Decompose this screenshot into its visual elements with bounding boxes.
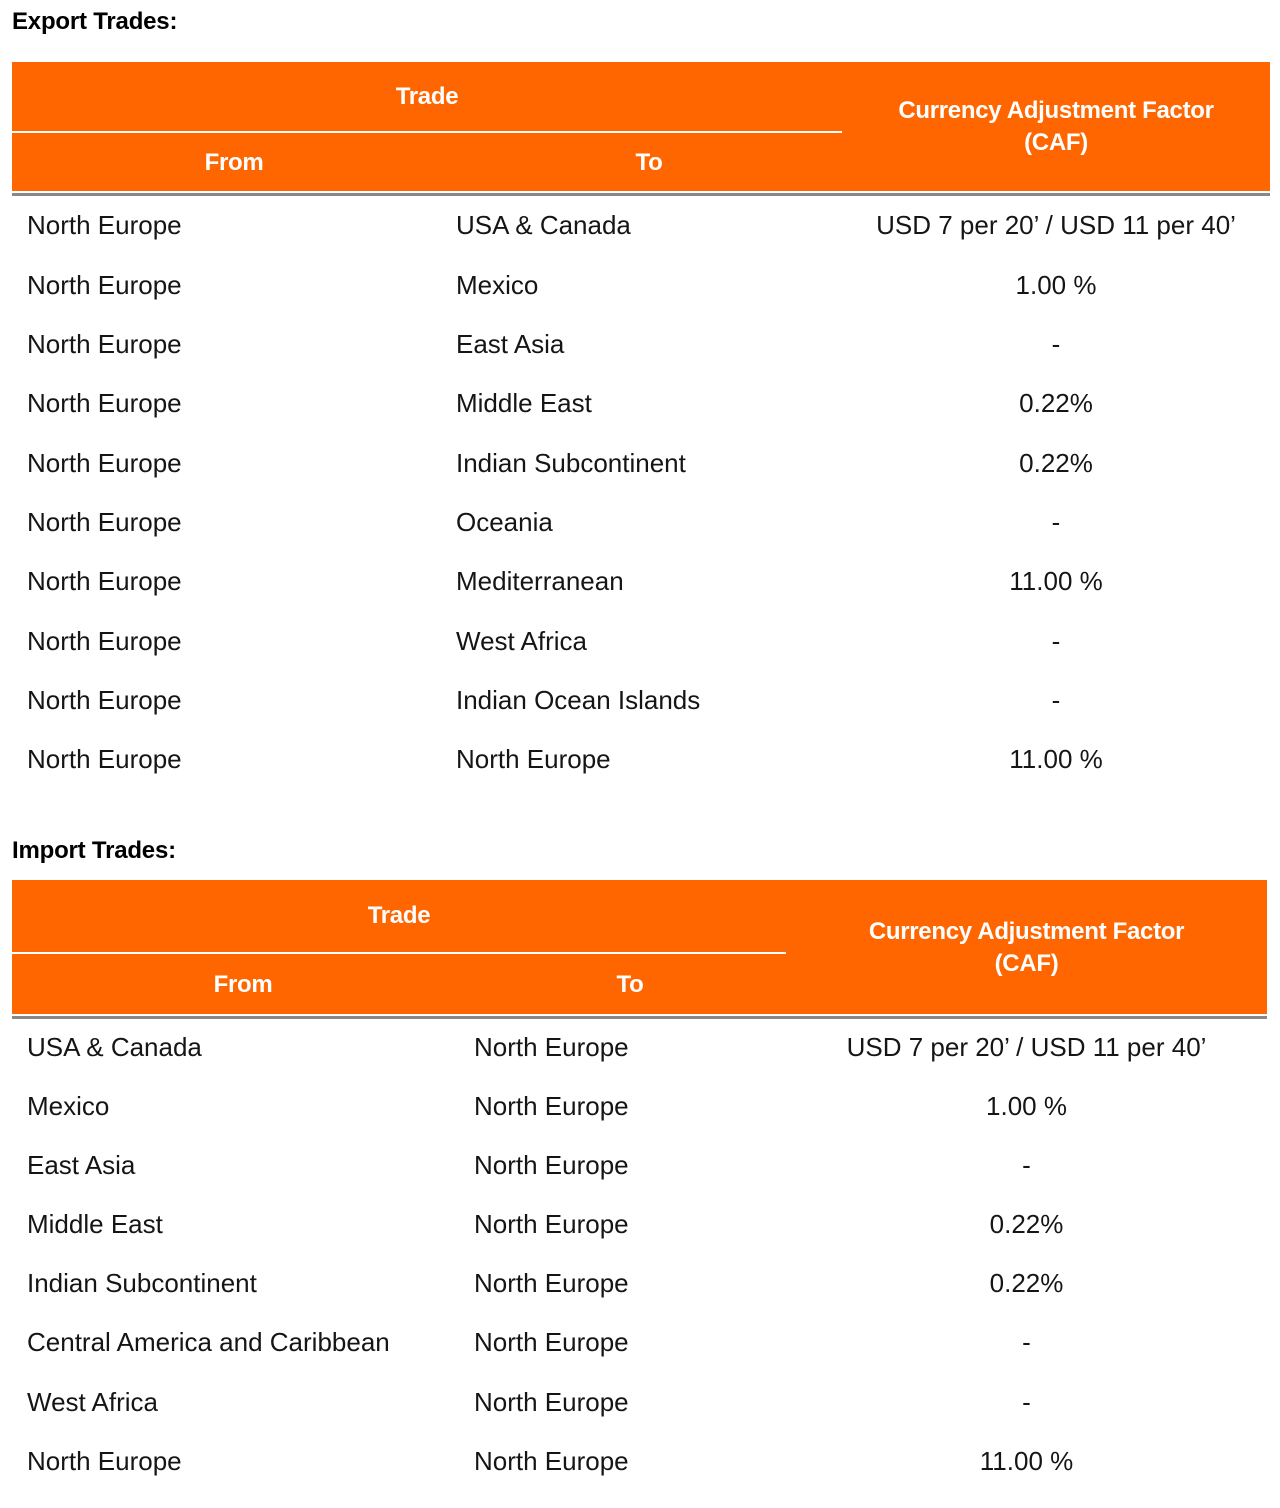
table-row	[12, 611, 1270, 671]
caf-cell: 0.22%	[1019, 447, 1093, 478]
caf-cell: -	[1022, 1327, 1031, 1357]
caf-header-line1: Currency Adjustment Factor	[868, 917, 1185, 945]
from-cell: Central America and Caribbean	[27, 1327, 390, 1357]
to-cell: Middle East	[456, 388, 592, 418]
caf-header-line1: Currency Adjustment Factor	[898, 97, 1214, 125]
from-cell: USA & Canada	[27, 1032, 202, 1063]
caf-cell: 1.00 %	[986, 1091, 1067, 1121]
to-cell: East Asia	[456, 329, 565, 359]
caf-header	[842, 62, 1270, 194]
caf-cell: -	[1022, 1386, 1031, 1417]
to-cell: USA & Canada	[456, 210, 631, 241]
caf-cell: 0.22%	[1019, 388, 1093, 418]
to-cell: North Europe	[474, 1032, 629, 1063]
table-row	[12, 194, 1270, 256]
table-row	[12, 374, 1270, 433]
table-row	[12, 1077, 1267, 1136]
export-trades-title: Export Trades:	[12, 8, 178, 35]
to-cell: West Africa	[456, 625, 588, 656]
caf-header-line2: (CAF)	[994, 949, 1059, 977]
to-cell: North Europe	[456, 744, 611, 774]
to-cell: Mediterranean	[456, 566, 624, 596]
table-row	[12, 433, 1270, 493]
caf-cell: USD 7 per 20’ / USD 11 per 40’	[846, 1032, 1207, 1063]
to-cell: North Europe	[474, 1150, 629, 1180]
from-header: From	[12, 953, 474, 1017]
from-cell: North Europe	[27, 388, 182, 418]
to-cell: Mexico	[456, 270, 539, 300]
to-cell: North Europe	[474, 1446, 629, 1476]
table-row	[12, 1372, 1267, 1432]
caf-cell: 11.00 %	[1009, 744, 1103, 774]
table-row	[12, 671, 1270, 730]
to-cell: Indian Ocean Islands	[456, 685, 701, 715]
caf-cell: -	[1051, 685, 1061, 715]
caf-cell: -	[1051, 507, 1061, 537]
export-trades-table	[12, 62, 1270, 789]
to-header: To	[474, 953, 786, 1017]
to-cell: Oceania	[456, 507, 553, 537]
table-row	[12, 1254, 1267, 1313]
from-cell: North Europe	[27, 270, 182, 300]
from-cell: Mexico	[27, 1091, 110, 1121]
from-cell: North Europe	[27, 507, 182, 537]
table-row	[12, 493, 1270, 552]
table-row	[12, 1195, 1267, 1254]
from-cell: North Europe	[27, 566, 182, 596]
table-row	[12, 315, 1270, 374]
trade-group-header: Trade	[12, 880, 786, 953]
from-cell: North Europe	[27, 1446, 182, 1476]
from-header: From	[12, 132, 456, 194]
from-cell: East Asia	[27, 1150, 136, 1180]
caf-cell: -	[1051, 329, 1061, 359]
export-table-header	[12, 62, 1270, 194]
import-trades-title: Import Trades:	[12, 837, 176, 864]
from-cell: Middle East	[27, 1209, 163, 1239]
caf-cell: -	[1051, 625, 1061, 656]
from-cell: North Europe	[27, 210, 182, 241]
table-row	[12, 1432, 1267, 1491]
import-trades-table	[12, 880, 1267, 1491]
table-row	[12, 730, 1270, 789]
caf-header	[786, 880, 1267, 1017]
caf-cell: 0.22%	[989, 1268, 1064, 1298]
caf-cell: 1.00 %	[1015, 270, 1097, 300]
caf-cell: -	[1022, 1150, 1031, 1180]
caf-cell: 11.00 %	[1009, 566, 1103, 596]
table-row	[12, 1017, 1267, 1077]
import-table-header	[12, 880, 1267, 1017]
table-row	[12, 1136, 1267, 1195]
from-cell: North Europe	[27, 625, 182, 656]
to-cell: North Europe	[474, 1327, 629, 1357]
to-cell: North Europe	[474, 1386, 629, 1417]
from-cell: North Europe	[27, 447, 182, 478]
from-cell: North Europe	[27, 744, 182, 774]
table-row	[12, 1313, 1267, 1372]
to-cell: North Europe	[474, 1268, 629, 1298]
from-cell: West Africa	[27, 1386, 159, 1417]
caf-cell: USD 7 per 20’ / USD 11 per 40’	[876, 210, 1236, 241]
caf-cell: 0.22%	[989, 1209, 1064, 1239]
table-row	[12, 256, 1270, 315]
from-cell: Indian Subcontinent	[27, 1268, 257, 1298]
trade-group-header: Trade	[12, 62, 842, 132]
table-row	[12, 552, 1270, 611]
to-header: To	[456, 132, 842, 194]
caf-header-line2: (CAF)	[1024, 129, 1088, 157]
to-cell: Indian Subcontinent	[456, 447, 686, 478]
to-cell: North Europe	[474, 1091, 629, 1121]
from-cell: North Europe	[27, 329, 182, 359]
from-cell: North Europe	[27, 685, 182, 715]
to-cell: North Europe	[474, 1209, 629, 1239]
caf-cell: 11.00 %	[979, 1446, 1074, 1476]
